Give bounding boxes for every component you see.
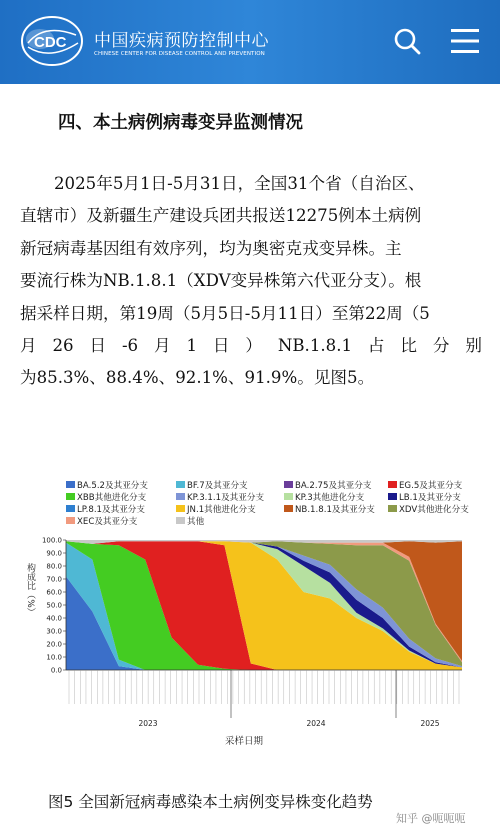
paragraph-line: 直辖市）及新疆生产建设兵团共报送12275例本土病例 <box>20 206 422 226</box>
watermark: 知乎 @呃呃呃 <box>396 812 466 825</box>
paragraph-line: 月 26 日 -6 月 1 日 ） NB.1.8.1 占 比 分 别 <box>20 336 482 356</box>
figure-caption: 图5 全国新冠病毒感染本土病例变异株变化趋势 <box>48 793 373 811</box>
y-tick-label: 60.0 <box>46 588 62 597</box>
legend-label: XBB其他进化分支 <box>77 493 147 503</box>
variant-trend-chart <box>0 474 500 758</box>
legend-label: LB.1及其亚分支 <box>399 493 461 503</box>
y-tick-label: 90.0 <box>46 549 62 558</box>
cdc-logo[interactable] <box>14 13 86 69</box>
y-tick-label: 0.0 <box>50 666 62 675</box>
menu-icon[interactable] <box>450 27 480 55</box>
chart-plot <box>0 474 500 758</box>
legend-label: KP.3.1.1及其亚分支 <box>187 493 265 503</box>
legend-label: NB.1.8.1及其亚分支 <box>295 505 375 515</box>
org-name-cn: 中国疾病预防控制中心 <box>94 31 269 51</box>
legend-label: XDV其他进化分支 <box>399 505 469 515</box>
y-tick-label: 30.0 <box>46 627 62 636</box>
article-paragraph <box>20 168 482 395</box>
year-label: 2023 <box>138 719 158 728</box>
search-icon[interactable] <box>393 27 421 55</box>
x-axis-label: 采样日期 <box>224 736 264 747</box>
paragraph-line: 要流行株为NB.1.8.1（XDV变异株第六代亚分支）。根 <box>20 271 422 291</box>
y-tick-label: 50.0 <box>46 601 62 610</box>
legend-label: EG.5及其亚分支 <box>399 481 463 491</box>
paragraph-line: 新冠病毒基因组有效序列，均为奥密克戎变异株。主 <box>20 238 402 258</box>
y-axis-label: 构成比（%） <box>25 563 35 617</box>
legend-label: BF.7及其亚分支 <box>187 481 248 491</box>
site-header <box>0 0 500 84</box>
legend-label: 其他 <box>187 517 205 527</box>
y-tick-label: 100.0 <box>41 536 62 545</box>
org-name-en: CHINESE CENTER FOR DISEASE CONTROL AND PREVENTION <box>94 51 265 57</box>
y-tick-label: 20.0 <box>46 640 62 649</box>
section-title: 四、本土病例病毒变异监测情况 <box>58 113 303 133</box>
svg-text:CDC: CDC <box>34 34 67 51</box>
y-tick-label: 80.0 <box>46 562 62 571</box>
paragraph-line: 为85.3%、88.4%、92.1%、91.9%。见图5。 <box>20 368 375 388</box>
paragraph-line: 2025年5月1日-5月31日，全国31个省（自治区、 <box>54 174 425 193</box>
year-label: 2024 <box>306 719 326 728</box>
paragraph-line: 据采样日期，第19周（5月5日-5月11日）至第22周（5 <box>20 303 430 323</box>
y-tick-label: 10.0 <box>46 653 62 662</box>
legend-label: BA.2.75及其亚分支 <box>295 481 372 491</box>
y-tick-label: 40.0 <box>46 614 62 623</box>
legend-label: LP.8.1及其亚分支 <box>77 505 145 515</box>
y-tick-label: 70.0 <box>46 575 62 584</box>
legend-label: XEC及其亚分支 <box>77 517 138 527</box>
legend-label: JN.1其他进化分支 <box>187 505 256 515</box>
legend-label: KP.3其他进化分支 <box>295 493 365 503</box>
legend-label: BA.5.2及其亚分支 <box>77 481 148 491</box>
year-label: 2025 <box>420 719 440 728</box>
